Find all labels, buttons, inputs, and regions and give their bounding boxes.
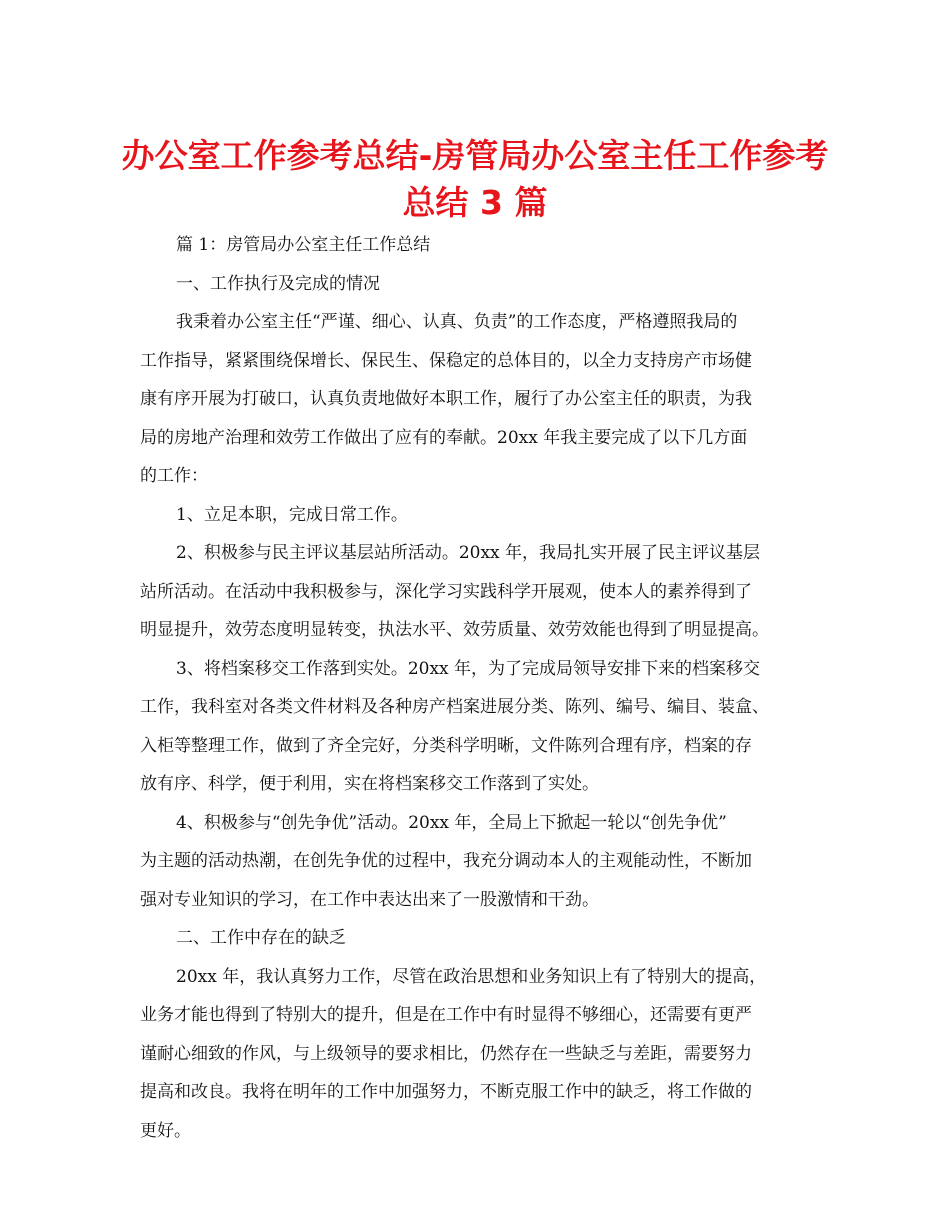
document-body: [140, 226, 815, 1150]
body-line: 3、将档案移交工作落到实处。20xx 年，为了完成局领导安排下来的档案移交: [176, 658, 761, 679]
body-line: 的工作：: [140, 466, 208, 486]
body-line: 提高和改良。我将在明年的工作中加强努力，不断克服工作中的缺乏，将工作做的: [140, 1082, 752, 1102]
body-line: 我秉着办公室主任“严谨、细心、认真、负责”的工作态度，严格遵照我局的: [176, 312, 738, 332]
body-line: 谨耐心细致的作风，与上级领导的要求相比，仍然存在一些缺乏与差距，需要努力: [140, 1043, 752, 1064]
body-line: 为主题的活动热潮，在创先争优的过程中，我充分调动本人的主观能动性，不断加: [140, 851, 752, 871]
body-line: 篇 1：房管局办公室主任工作总结: [176, 235, 431, 255]
body-line: 放有序、科学，便于利用，实在将档案移交工作落到了实处。: [140, 774, 599, 794]
body-line: 强对专业知识的学习，在工作中表达出来了一股激情和干劲。: [140, 889, 599, 910]
body-line: 一、工作执行及完成的情况: [176, 273, 380, 294]
body-line: 4、积极参与“创先争优”活动。20xx 年，全局上下掀起一轮以“创先争优”: [176, 812, 727, 833]
body-line: 工作，我科室对各类文件材料及各种房产档案进展分类、陈列、编号、编目、装盒、: [140, 697, 769, 717]
title-line-2: 总结 3 篇: [402, 183, 548, 222]
title-line-1: 办公室工作参考总结-房管局办公室主任工作参考: [121, 136, 829, 175]
body-line: 二、工作中存在的缺乏: [176, 928, 346, 948]
body-line: 明显提升，效劳态度明显转变，执法水平、效劳质量、效劳效能也得到了明显提高。: [140, 620, 769, 640]
body-line: 更好。: [140, 1120, 191, 1141]
body-line: 业务才能也得到了特别大的提升，但是在工作中有时显得不够细心，还需要有更严: [140, 1005, 752, 1025]
body-line: 站所活动。在活动中我积极参与，深化学习实践科学开展观，使本人的素养得到了: [140, 581, 752, 602]
body-line: 入柜等整理工作，做到了齐全完好，分类科学明晰，文件陈列合理有序，档案的存: [140, 735, 752, 756]
body-line: 局的房地产治理和效劳工作做出了应有的奉献。20xx 年我主要完成了以下几方面: [140, 427, 748, 448]
body-line: 工作指导，紧紧围绕保增长、保民生、保稳定的总体目的，以全力支持房产市场健: [140, 350, 752, 371]
body-line: 2、积极参与民主评议基层站所活动。20xx 年，我局扎实开展了民主评议基层: [176, 543, 761, 563]
document-title: [120, 132, 830, 226]
body-line: 1、立足本职，完成日常工作。: [176, 504, 408, 525]
body-line: 康有序开展为打破口，认真负责地做好本职工作，履行了办公室主任的职责，为我: [140, 389, 752, 409]
body-line: 20xx 年，我认真努力工作，尽管在政治思想和业务知识上有了特别大的提高，: [176, 966, 767, 987]
